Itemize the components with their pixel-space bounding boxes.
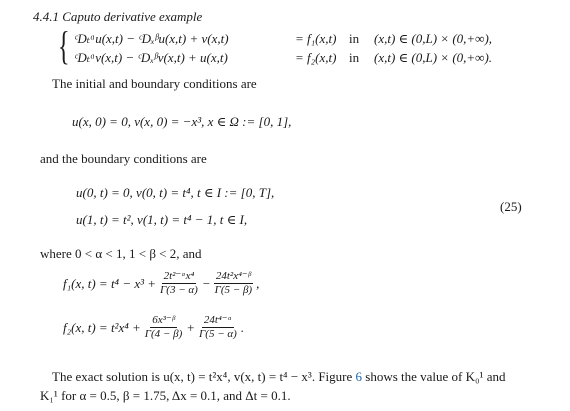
f1-frac2-num: 24t²x⁴⁻ᵝ — [215, 270, 251, 282]
f1-equation — [63, 270, 259, 297]
section-heading: 4.4.1 Caputo derivative example — [33, 9, 203, 24]
system-row1-lhs: ᶜDₜᵅu(x,t) − ᶜDₓᵝu(x,t) + v(x,t) — [74, 31, 229, 46]
f1-frac1-num: 2t²⁻ᵅx⁴ — [163, 270, 195, 282]
f2-equation — [63, 314, 244, 341]
exact-line1-b: shows the value of K₀¹ and — [362, 369, 506, 384]
f2-frac2-den: Γ(5 − α) — [199, 328, 237, 340]
f2-fraction-2 — [197, 314, 239, 341]
f1-fraction-2 — [213, 270, 255, 297]
f2-frac1-num: 6x³⁻ᵝ — [152, 314, 175, 326]
exact-solution-line-1 — [52, 369, 505, 385]
f2-plus: + — [186, 319, 196, 335]
f2-frac1-den: Γ(4 − β) — [144, 328, 183, 340]
f1-frac1-den: Γ(3 − α) — [160, 284, 198, 296]
system-row1-in: in — [349, 31, 360, 46]
f2-end: . — [240, 319, 245, 335]
boundary-intro: and the boundary conditions are — [40, 151, 207, 166]
figure-6-link[interactable]: 6 — [355, 369, 363, 384]
equation-number: (25) — [500, 199, 522, 214]
system-row2-eq: = f₂(x,t) — [295, 50, 337, 65]
system-row2-in: in — [349, 50, 360, 65]
system-row2-domain: (x,t) ∈ (0,L) × (0,+∞). — [374, 50, 493, 65]
left-brace: { — [58, 23, 70, 68]
system-row1-eq: = f₁(x,t) — [295, 31, 337, 46]
f2-lhs: f₂(x, t) = t²x⁴ + — [63, 319, 141, 335]
exact-solution-line-2: K₁¹ for α = 0.5, β = 1.75, Δx = 0.1, and Δt = 0.1. — [40, 388, 291, 403]
f1-frac2-den: Γ(5 − β) — [214, 284, 253, 296]
initial-intro: The initial and boundary conditions are — [52, 76, 257, 91]
f2-fraction-1 — [143, 314, 185, 341]
boundary-equation-2: u(1, t) = t², v(1, t) = t⁴ − 1, t ∈ I, — [76, 212, 248, 227]
f1-lhs: f₁(x, t) = t⁴ − x³ + — [63, 275, 157, 291]
initial-equation: u(x, 0) = 0, v(x, 0) = −x³, x ∈ Ω := [0, 1], — [72, 114, 292, 129]
f1-minus: − — [201, 275, 211, 291]
exact-line1-a: The exact solution is u(x, t) = t²x⁴, v(x, t) = t⁴ − x³. Figure — [52, 369, 356, 384]
system-row2-lhs: ᶜDₜᵅv(x,t) − ᶜDₓᵝv(x,t) + u(x,t) — [74, 50, 228, 65]
where-line: where 0 < α < 1, 1 < β < 2, and — [40, 246, 202, 261]
f2-frac2-num: 24t⁴⁻ᵅ — [203, 314, 232, 326]
f1-fraction-1 — [158, 270, 200, 297]
boundary-equation-1: u(0, t) = 0, v(0, t) = t⁴, t ∈ I := [0, T], — [76, 185, 275, 200]
f1-end: , — [256, 275, 260, 291]
system-row1-domain: (x,t) ∈ (0,L) × (0,+∞), — [374, 31, 493, 46]
